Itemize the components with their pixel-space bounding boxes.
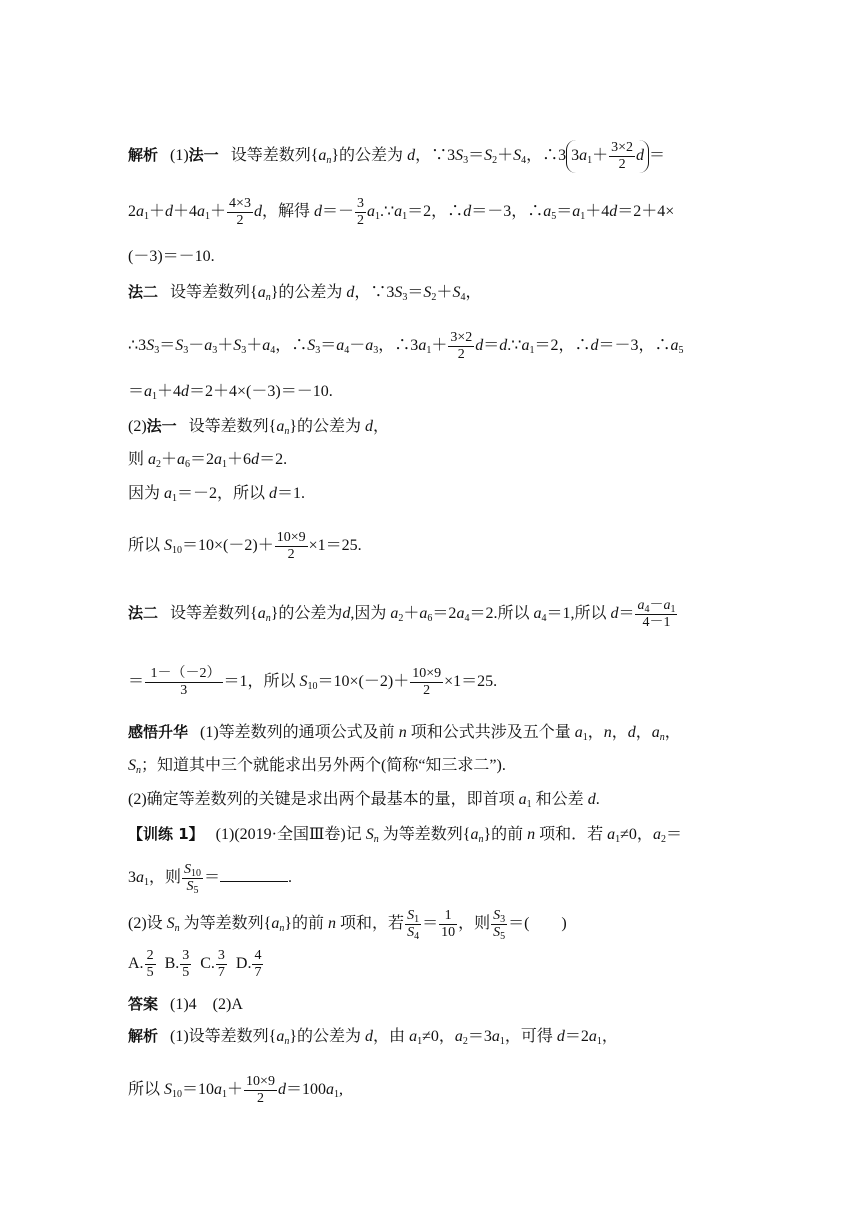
insight-line-1: 感悟升华 (1)等差数列的通项公式及前 n 项和公式共涉及五个量 $a_1$，n，d，$a_n$，: [128, 723, 681, 743]
answer-label: 答案: [128, 995, 159, 1013]
part2-line-4: 所以 $S_{10}=10\times(-2)+$ $\frac{10\times 9}{2}$ ×1＝25.: [128, 530, 362, 562]
option-a: A.: [128, 955, 144, 973]
training-line-2: $3a_1$，则 $\frac{S_{10}}{S_5}$ ＝ .: [128, 862, 293, 896]
part2-method2-line-1: 法二 设等差数列$\{a_n\}$的公差为d,因为 $a_2+a_6=2a_4=2$.所以 $a_4=1$,所以 d＝ $\frac{a_4-a_1}{4-1}$: [128, 598, 676, 630]
training-line-1: 【训练 1】 (1)(2019·全国Ⅲ卷)记 $S_n$ 为等差数列$\{a_n\}$的前 n 项和．若 $a_1\ne 0$，$a_2=$: [128, 825, 682, 845]
insight-line-3: (2)确定等差数列的关键是求出两个最基本的量，即首项 $a_1$ 和公差 d.: [128, 791, 600, 810]
answer-line: 答案 (1)4 (2)A: [128, 995, 243, 1013]
option-d: D.: [235, 955, 252, 973]
method2-line-3: $=a_1+4d=2+4\times(-3)=-10$.: [128, 383, 333, 402]
solution2-line-2: 所以 $S_{10}=10a_1+$ $\frac{10\times 9}{2}$ $d=100a_1$,: [128, 1074, 343, 1106]
solution-line-2: $2a_1+d+4a_1+$ $\frac{4\times 3}{2}$ d，解得 d＝－ $\frac{3}{2}$ $a_1.\because a_1=2$，∴d＝－3，$\therefore a_5=a_1+4d=2+4\times$: [128, 196, 675, 228]
option-c: C.: [200, 955, 215, 973]
part2-method2-line-2: ＝ $\frac{1-(-2)}{3}$ ＝1，所以 $S_{10}=10\times(-2)+$ $\frac{10\times 9}{2}$ ×1＝25.: [128, 666, 498, 698]
solution-line-3: (－3)＝－10.: [128, 248, 215, 265]
insight-label: 感悟升华: [128, 723, 189, 741]
part2-line-3: 因为 $a_1=-2$，所以 d＝1.: [128, 485, 306, 504]
part2-line-2: 则 $a_2+a_6=2a_1+6d=2$.: [128, 451, 288, 470]
jiexi-label: 解析: [128, 146, 159, 165]
training-line-3: (2)设 $S_n$ 为等差数列$\{a_n\}$的前 n 项和，若 $\frac{S_1}{S_4}$ ＝ $\frac{1}{10}$ ，则 $\frac{S_3}{S_5}$ ＝( ): [128, 908, 567, 942]
solution-line-1: 解析 (1)法一 设等差数列$\{a_n\}$的公差为 d，$\because 3S_3=S_2+S_4$，∴3 $3a_1+$ $\frac{3\times 2}{2}$ d ＝: [128, 140, 666, 172]
method2-line-1: 法二 设等差数列$\{a_n\}$的公差为 d，$\because 3S_3=S_2+S_4$，: [128, 283, 482, 303]
method2-line-2: $\therefore 3S_3=S_3-a_3+S_3+a_4$，$\therefore S_3=a_4-a_3$，$\therefore 3a_1+$ $\frac{3\times 2}{2}$ $d=d.\because a_1=2$，∴d＝－3，$\therefore a_5$: [128, 330, 684, 362]
option-b: B.: [164, 955, 180, 973]
insight-line-2: $S_n$；知道其中三个就能求出另外两个(简称“知三求二”).: [128, 757, 506, 776]
bracket-expression: $3a_1+$ $\frac{3\times 2}{2}$ d: [566, 140, 649, 173]
training-label: 【训练 1】: [128, 825, 204, 843]
options-line: A. $\frac{2}{5}$ B. $\frac{3}{5}$ C. $\frac{3}{7}$ D. $\frac{4}{7}$: [128, 948, 262, 980]
answer-blank: [220, 867, 288, 882]
solution2-line-1: 解析 (1)设等差数列$\{a_n\}$的公差为 d，由 $a_1\ne 0$，$a_2=3a_1$，可得 $d=2a_1$，: [128, 1027, 618, 1047]
part2-line-1: (2)法一 设等差数列$\{a_n\}$的公差为 d，: [128, 417, 390, 437]
